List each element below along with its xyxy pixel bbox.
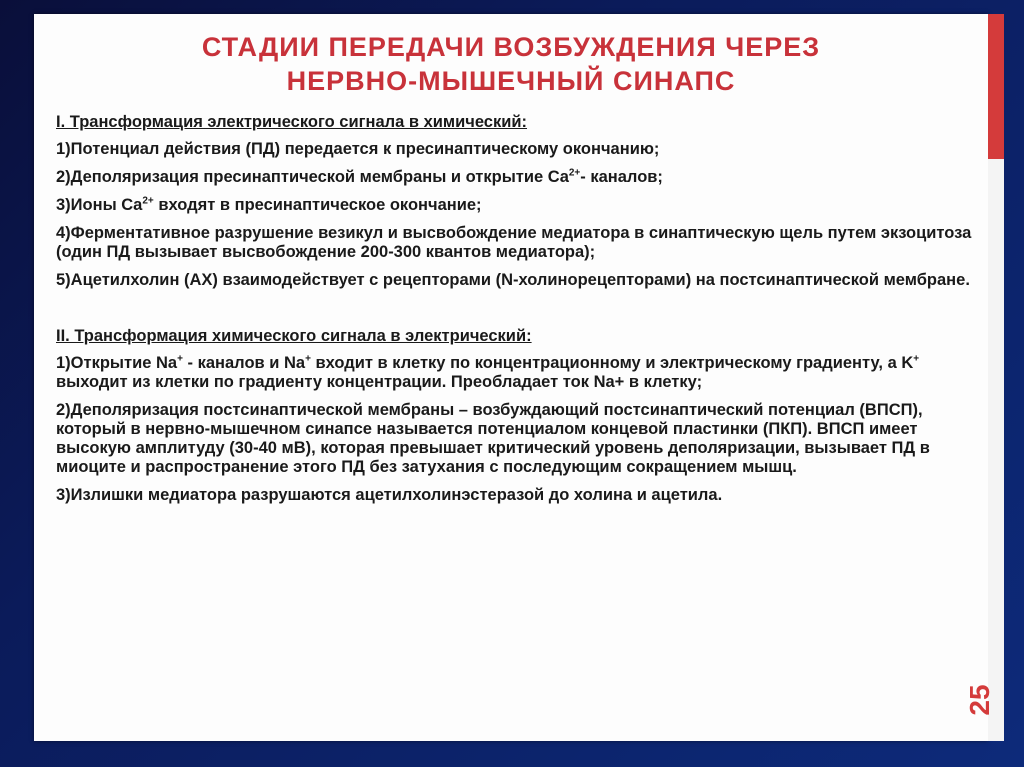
section-1-item-4: 4)Ферментативное разрушение везикул и высвобождение медиатора в синаптическую щель путем экзоцитоза (один ПД вызывает высвобождение 200-300 квантов медиатора); xyxy=(56,224,972,261)
title-line-1: СТАДИИ ПЕРЕДАЧИ ВОЗБУЖДЕНИЯ ЧЕРЕЗ xyxy=(201,32,821,62)
section-1-item-3: 3)Ионы $Ca^{2+}$ входят в пресинаптическое окончание; xyxy=(56,195,482,214)
section-2-item-2: 2)Деполяризация постсинаптической мембраны – возбуждающий постсинаптический потенциал (ВПСП), который в нервно-мышечном синапсе называется потенциалом концевой пластинки (ПКП). ВПСП имеет высокую амплитуду (30-40 мВ), которая превышает критический уровень деполяризации, вызывает ПД в миоците и распространение этого ПД без затухания с последующим сокращением мышц. xyxy=(56,401,930,476)
accent-bar xyxy=(988,14,1004,159)
page-number: 25 xyxy=(964,684,995,716)
side-bar xyxy=(988,159,1004,741)
section-1-item-5: 5)Ацетилхолин (АХ) взаимодействует с рецепторами (N-холинорецепторами) на постсинаптической мембране. xyxy=(56,271,970,289)
section-2-heading: II. Трансформация химического сигнала в электрический: xyxy=(56,327,532,345)
section-1-item-2: 2)Деполяризация пресинаптической мембраны и открытие $Ca^{2+}-$ каналов; xyxy=(56,167,663,186)
title-line-2: НЕРВНО-МЫШЕЧНЫЙ СИНАПС xyxy=(286,66,736,96)
section-2-item-3: 3)Излишки медиатора разрушаются ацетилхолинэстеразой до холина и ацетила. xyxy=(56,486,723,504)
section-2-item-1: 1)Открытие Na+ - каналов и Na+ входит в клетку по концентрационному и электрическому градиенту, а K+ выходит из клетки по градиенту концентрации. Преобладает ток Na+ в клетку; xyxy=(56,353,920,391)
section-1-heading: I. Трансформация электрического сигнала в химический: xyxy=(56,113,528,131)
slide-content xyxy=(56,113,976,514)
slide-title xyxy=(34,30,988,98)
section-1-item-1: 1)Потенциал действия (ПД) передается к пресинаптическому окончанию; xyxy=(56,140,660,158)
